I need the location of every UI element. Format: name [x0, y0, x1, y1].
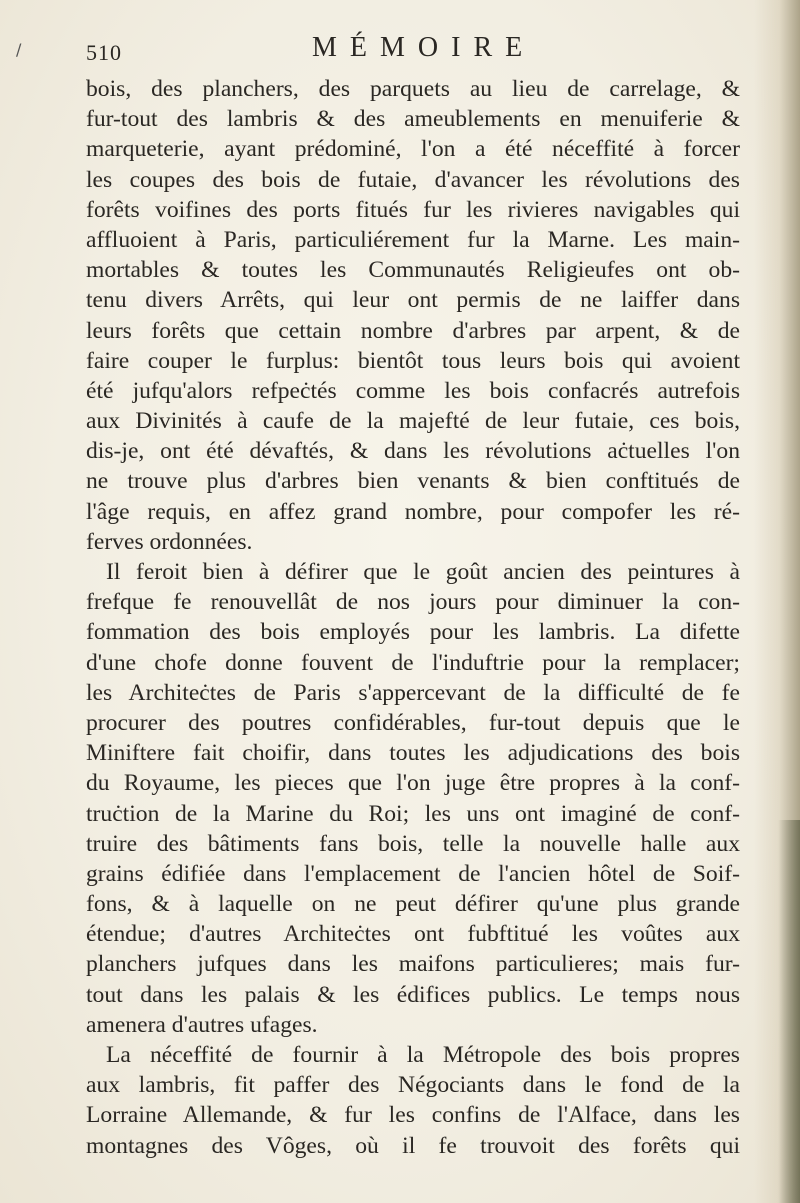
- text-line: La néceffité de fournir à la Métropole des bois propres: [106, 1042, 740, 1068]
- text-line: fons, & à laquelle on ne peut défirer qu'une plus grande: [86, 891, 740, 918]
- text-line: étendue; d'autres Architeċtes ont fubftitué les voûtes aux: [86, 921, 740, 948]
- text-line: bois, des planchers, des parquets au lieu de carrelage, &: [86, 76, 740, 102]
- page-number: 510: [86, 40, 122, 65]
- text-line: marqueterie, ayant prédominé, l'on a été néceffité à forcer: [86, 136, 740, 163]
- text-line: leurs forêts que cettain nombre d'arbres par arpent, & de: [86, 317, 740, 344]
- text-line: grains édifiée dans l'emplacement de l'ancien hôtel de Soif-: [86, 860, 740, 887]
- text-line: l'âge requis, en affez grand nombre, pour compofer les ré-: [86, 498, 740, 525]
- text-line: forêts voifines des ports fitués fur les rivieres navigables qui: [86, 196, 740, 223]
- text-line: frefque fe renouvellât de nos jours pour diminuer la con-: [86, 589, 740, 616]
- body-text: [86, 74, 740, 1161]
- text-line: les Architeċtes de Paris s'appercevant de la difficulté de fe: [86, 679, 740, 706]
- text-line: les coupes des bois de futaie, d'avancer les révolutions des: [86, 166, 740, 193]
- text-line: Il feroit bien à défirer que le goût ancien des peintures à: [106, 559, 740, 585]
- text-line: ferves ordonnées.: [86, 528, 253, 555]
- margin-mark: /: [16, 40, 22, 59]
- text-line: aux lambris, fit paffer des Négociants dans le fond de la: [86, 1072, 740, 1099]
- text-line: Miniftere fait choifir, dans toutes les adjudications des bois: [86, 740, 740, 767]
- text-line: Lorraine Allemande, & fur les confins de l'Alface, dans les: [86, 1102, 740, 1129]
- text-line: affluoient à Paris, particuliérement fur la Marne. Les main-: [86, 226, 740, 253]
- text-line: été jufqu'alors refpeċtés comme les bois confacrés autrefois: [86, 377, 740, 404]
- text-line: amenera d'autres ufages.: [86, 1011, 318, 1038]
- text-line: aux Divinités à caufe de la majefté de leur futaie, ces bois,: [86, 408, 740, 435]
- text-line: mortables & toutes les Communautés Religieufes ont ob-: [86, 257, 740, 284]
- text-line: truċtion de la Marine du Roi; les uns ont imaginé de conf-: [86, 800, 740, 827]
- text-line: du Royaume, les pieces que l'on juge être propres à la conf-: [86, 770, 740, 797]
- text-line: truire des bâtiments fans bois, telle la nouvelle halle aux: [86, 830, 740, 857]
- text-line: fur-tout des lambris & des ameublements en menuiferie &: [86, 106, 740, 133]
- running-title: MÉMOIRE: [312, 32, 536, 63]
- page-edge-stain: [778, 820, 800, 1203]
- page-header: [86, 30, 686, 70]
- text-line: procurer des poutres confidérables, fur-tout depuis que le: [86, 709, 740, 736]
- text-line: dis-je, ont été dévaftés, & dans les révolutions aċtuelles l'on: [86, 438, 740, 465]
- text-line: faire couper le furplus: bientôt tous leurs bois qui avoient: [86, 347, 740, 374]
- text-line: ne trouve plus d'arbres bien venants & bien conftitués de: [86, 468, 740, 495]
- text-line: d'une chofe donne fouvent de l'induftrie pour la remplacer;: [86, 649, 740, 676]
- text-line: tenu divers Arrêts, qui leur ont permis de ne laiffer dans: [86, 287, 740, 314]
- text-line: tout dans les palais & les édifices publics. Le temps nous: [86, 981, 740, 1008]
- text-line: fommation des bois employés pour les lambris. La difette: [86, 619, 740, 646]
- text-line: planchers jufques dans les maifons particulieres; mais fur-: [86, 951, 740, 978]
- text-line: montagnes des Vôges, où il fe trouvoit des forêts qui: [86, 1132, 740, 1159]
